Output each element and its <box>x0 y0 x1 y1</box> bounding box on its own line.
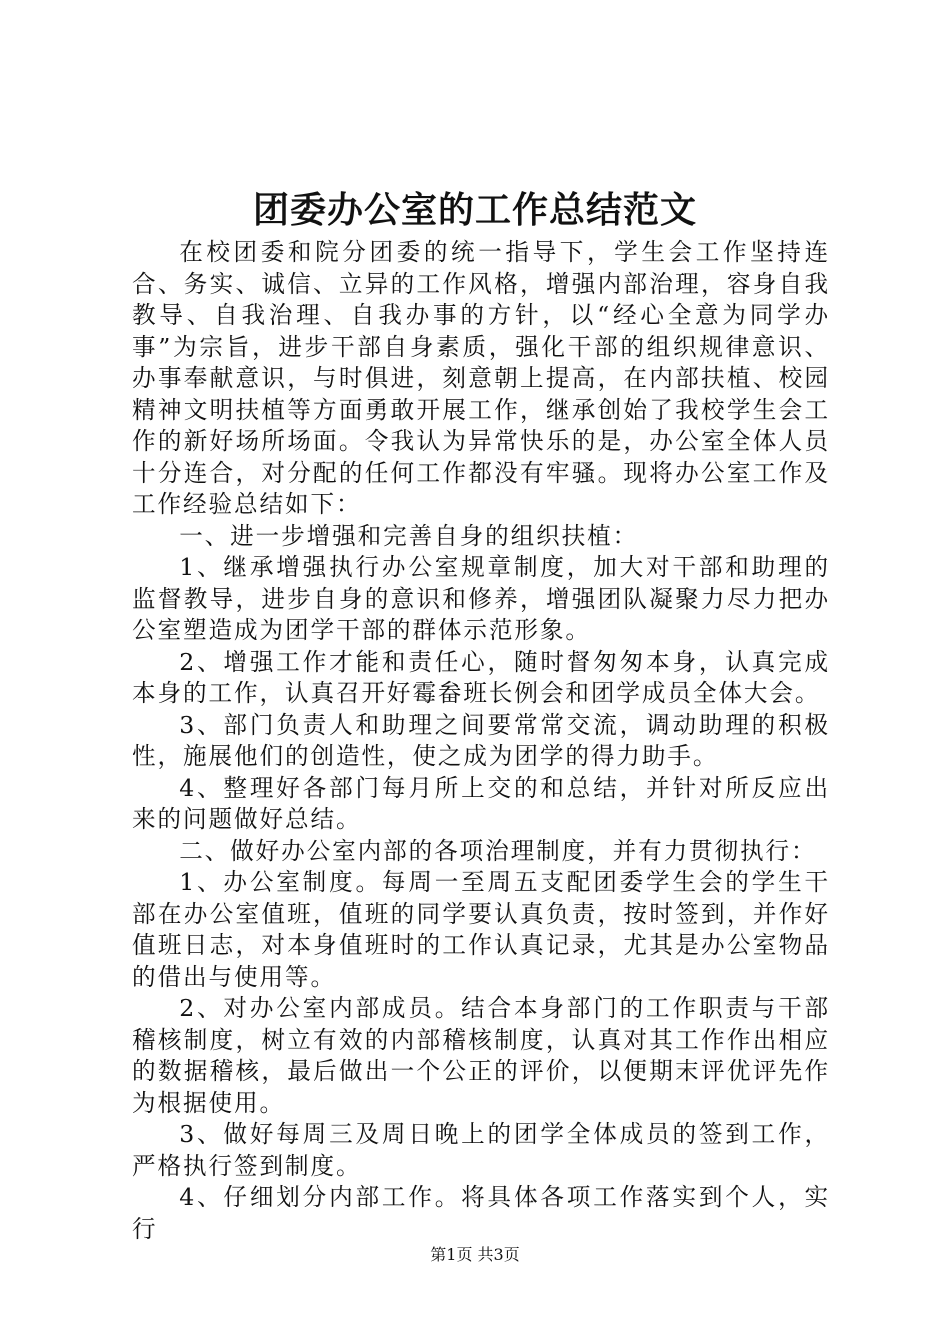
paragraph-item-1-1: 1、继承增强执行办公室规章制度，加大对干部和助理的监督教导，进步自身的意识和修养，增强团队凝聚力尽力把办公室塑造成为团学干部的群体示范形象。 <box>132 553 830 644</box>
paragraph-item-1-4: 4、整理好各部门每月所上交的和总结，并针对所反应出来的问题做好总结。 <box>132 773 830 833</box>
paragraph-section-2-heading: 二、做好办公室内部的各项治理制度，并有力贯彻执行： <box>179 836 817 865</box>
document-title: 团委办公室的工作总结范文 <box>252 189 697 231</box>
paragraph-item-2-3: 3、做好每周三及周日晚上的团学全体成员的签到工作，严格执行签到制度。 <box>132 1120 830 1180</box>
paragraph-item-1-2: 2、增强工作才能和责任心，随时督匆匆本身，认真完成本身的工作，认真召开好霉畚班长例会和团学成员全体大会。 <box>132 647 830 707</box>
paragraph-intro: 在校团委和院分团委的统一指导下，学生会工作坚持连合、务实、诚信、立异的工作风格，增强内部治理，容身自我教导、自我治理、自我办事的方针，以“经心全意为同学办事”为宗旨，进步干部自身素质，强化干部的组织规律意识、办事奉献意识，与时俱进，刻意朝上提高，在内部扶植、校园精神文明扶植等方面勇敢开展工作，继承创始了我校学生会工作的新好场所场面。令我认为异常快乐的是，办公室全体人员十分连合，对分配的任何工作都没有牢骚。现将办公室工作及工作经验总结如下： <box>132 238 830 518</box>
paragraph-item-1-3: 3、部门负责人和助理之间要常常交流，调动助理的积极性，施展他们的创造性，使之成为团学的得力助手。 <box>132 710 830 770</box>
document-body <box>132 237 830 1245</box>
paragraph-section-1-heading: 一、进一步增强和完善自身的组织扶植： <box>179 521 639 550</box>
page-number-footer: 第1页 共3页 <box>430 1245 520 1264</box>
paragraph-item-2-1: 1、办公室制度。每周一至周五支配团委学生会的学生干部在办公室值班，值班的同学要认真负责，按时签到，并作好值班日志，对本身值班时的工作认真记录，尤其是办公室物品的借出与使用等。 <box>132 868 830 991</box>
paragraph-item-2-4: 4、仔细划分内部工作。将具体各项工作落实到个人，实行 <box>132 1183 830 1243</box>
paragraph-item-2-2: 2、对办公室内部成员。结合本身部门的工作职责与干部稽核制度，树立有效的内部稽核制度，认真对其工作作出相应的数据稽核，最后做出一个公正的评价，以便期末评优评先作为根据使用。 <box>132 994 830 1117</box>
